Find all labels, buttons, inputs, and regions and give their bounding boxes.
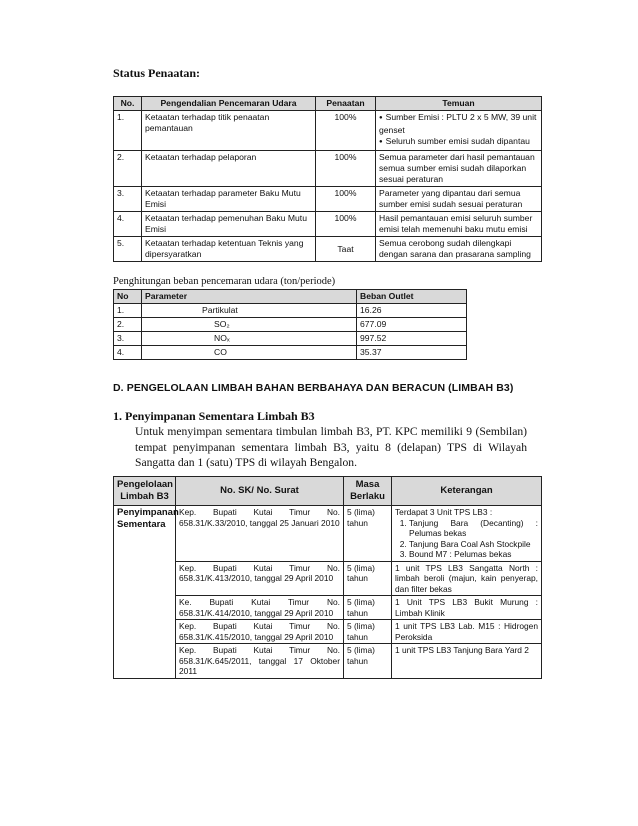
row-value: 677.09 (357, 318, 467, 332)
header-keterangan: Keterangan (392, 477, 542, 506)
table-row (114, 506, 542, 562)
header-pengelolaan: Pengelolaan Limbah B3 (114, 477, 176, 506)
table-row (114, 318, 467, 332)
header-parameter: Parameter (142, 290, 357, 304)
row-penaatan: 100% (316, 111, 376, 151)
row-no: 4. (114, 346, 142, 360)
status-title: Status Penaatan: (113, 66, 201, 80)
keterangan-item: 3. Bound M7 : Pelumas bekas (409, 549, 538, 560)
table-row (114, 304, 467, 318)
beban-title: Penghitungan beban pencemaran udara (ton/periode) (113, 276, 336, 287)
row-no: 1. (114, 304, 142, 318)
row-temuan: Hasil pemantauan emisi seluruh sumber emisi telah memenuhi baku mutu emisi (376, 212, 542, 237)
header-beban-outlet: Beban Outlet (357, 290, 467, 304)
table-row (114, 596, 542, 620)
row-item: Ketaatan terhadap ketentuan Teknis yang dipersyaratkan (142, 237, 316, 262)
row-keterangan (392, 506, 542, 562)
table-header-row (114, 290, 467, 304)
keterangan-item: 1. Tanjung Bara (Decanting) : Pelumas bekas (409, 518, 538, 539)
row-temuan: Semua cerobong sudah dilengkapi dengan sarana dan prasarana sampling (376, 237, 542, 262)
row-keterangan: 1 unit TPS LB3 Sangatta North : limbah beroli (majun, kain penyerap, dan filter bekas (392, 561, 542, 596)
b3-storage-table (113, 476, 542, 679)
subsection-title: 1. Penyimpanan Sementara Limbah B3 (113, 409, 315, 423)
compliance-table (113, 96, 542, 262)
row-item: Ketaatan terhadap parameter Baku Mutu Emisi (142, 187, 316, 212)
row-no: 5. (114, 237, 142, 262)
header-temuan: Temuan (376, 97, 542, 111)
row-masa: 5 (lima) tahun (344, 506, 392, 562)
table-row (114, 187, 542, 212)
row-sk: Kep. Bupati Kutai Timur No. 658.31/K.415/2010, tanggal 29 April 2010 (176, 620, 344, 644)
row-temuan (376, 111, 542, 151)
row-penaatan: Taat (316, 237, 376, 262)
table-row (114, 346, 467, 360)
row-no: 1. (114, 111, 142, 151)
row-parameter: SO₂ (142, 318, 357, 332)
row-no: 2. (114, 318, 142, 332)
keterangan-item: 2. Tanjung Bara Coal Ash Stockpile (409, 539, 538, 550)
table-row (114, 237, 542, 262)
row-no: 3. (114, 187, 142, 212)
header-no: No (114, 290, 142, 304)
temuan-text: Seluruh sumber emisi sudah dipantau (385, 136, 530, 146)
temuan-text: Sumber Emisi : PLTU 2 x 5 MW, 39 unit genset (379, 112, 537, 135)
row-value: 35.37 (357, 346, 467, 360)
header-masa-berlaku: Masa Berlaku (344, 477, 392, 506)
row-masa: 5 (lima) tahun (344, 644, 392, 679)
subsection-paragraph: Untuk menyimpan sementara timbulan limbah B3, PT. KPC memiliki 9 (Sembilan) tempat penyimpanan sementara limbah B3, yaitu 8 (delapan) TPS di Wilayah Sangatta dan 1 (satu) TPS di wilayah Bengalon. (135, 425, 527, 469)
header-no: No. (114, 97, 142, 111)
table-header-row (114, 477, 542, 506)
row-keterangan: 1 Unit TPS LB3 Bukit Murung : Limbah Klinik (392, 596, 542, 620)
table-row (114, 332, 467, 346)
row-value: 16.26 (357, 304, 467, 318)
keterangan-intro: Terdapat 3 Unit TPS LB3 : (395, 507, 493, 517)
row-no: 4. (114, 212, 142, 237)
row-item: Ketaatan terhadap titik penaatan pemantauan (142, 111, 316, 151)
temuan-bullet (379, 112, 538, 136)
row-no: 2. (114, 151, 142, 187)
row-sk: Kep. Bupati Kutai Timur No. 658.31/K.645/2011, tanggal 17 Oktober 2011 (176, 644, 344, 679)
row-penaatan: 100% (316, 187, 376, 212)
row-temuan: Parameter yang dipantau dari semua sumber emisi sudah sesuai peraturan (376, 187, 542, 212)
row-penaatan: 100% (316, 151, 376, 187)
row-temuan: Semua parameter dari hasil pemantauan semua sumber emisi sudah dilaporkan sesuai peraturan (376, 151, 542, 187)
row-masa: 5 (lima) tahun (344, 596, 392, 620)
table-row (114, 212, 542, 237)
row-keterangan: 1 unit TPS LB3 Tanjung Bara Yard 2 (392, 644, 542, 679)
row-parameter: Partikulat (142, 304, 357, 318)
row-parameter: NOₓ (142, 332, 357, 346)
table-row (114, 620, 542, 644)
table-row (114, 151, 542, 187)
row-sk: Kep. Bupati Kutai Timur No. 658.31/K.413/2010, tanggal 29 April 2010 (176, 561, 344, 596)
row-no: 3. (114, 332, 142, 346)
pengelolaan-label: Penyimpanan Sementara (114, 506, 176, 679)
row-masa: 5 (lima) tahun (344, 561, 392, 596)
table-header-row (114, 97, 542, 111)
row-sk: Ke. Bupati Kutai Timur No. 658.31/K.414/2010, tanggal 29 April 2010 (176, 596, 344, 620)
header-sk: No. SK/ No. Surat (176, 477, 344, 506)
header-penaatan: Penaatan (316, 97, 376, 111)
header-pengendalian: Pengendalian Pencemaran Udara (142, 97, 316, 111)
table-row (114, 644, 542, 679)
row-item: Ketaatan terhadap pelaporan (142, 151, 316, 187)
row-masa: 5 (lima) tahun (344, 620, 392, 644)
temuan-bullet (379, 136, 538, 149)
row-keterangan: 1 unit TPS LB3 Lab. M15 : Hidrogen Peroksida (392, 620, 542, 644)
row-item: Ketaatan terhadap pemenuhan Baku Mutu Emisi (142, 212, 316, 237)
table-row (114, 111, 542, 151)
section-d-heading: D. PENGELOLAAN LIMBAH BAHAN BERBAHAYA DAN BERACUN (LIMBAH B3) (113, 382, 514, 394)
row-parameter: CO (142, 346, 357, 360)
row-sk: Kep. Bupati Kutai Timur No. 658.31/K.33/2010, tanggal 25 Januari 2010 (176, 506, 344, 562)
beban-table (113, 289, 467, 360)
row-penaatan: 100% (316, 212, 376, 237)
table-row (114, 561, 542, 596)
row-value: 997.52 (357, 332, 467, 346)
